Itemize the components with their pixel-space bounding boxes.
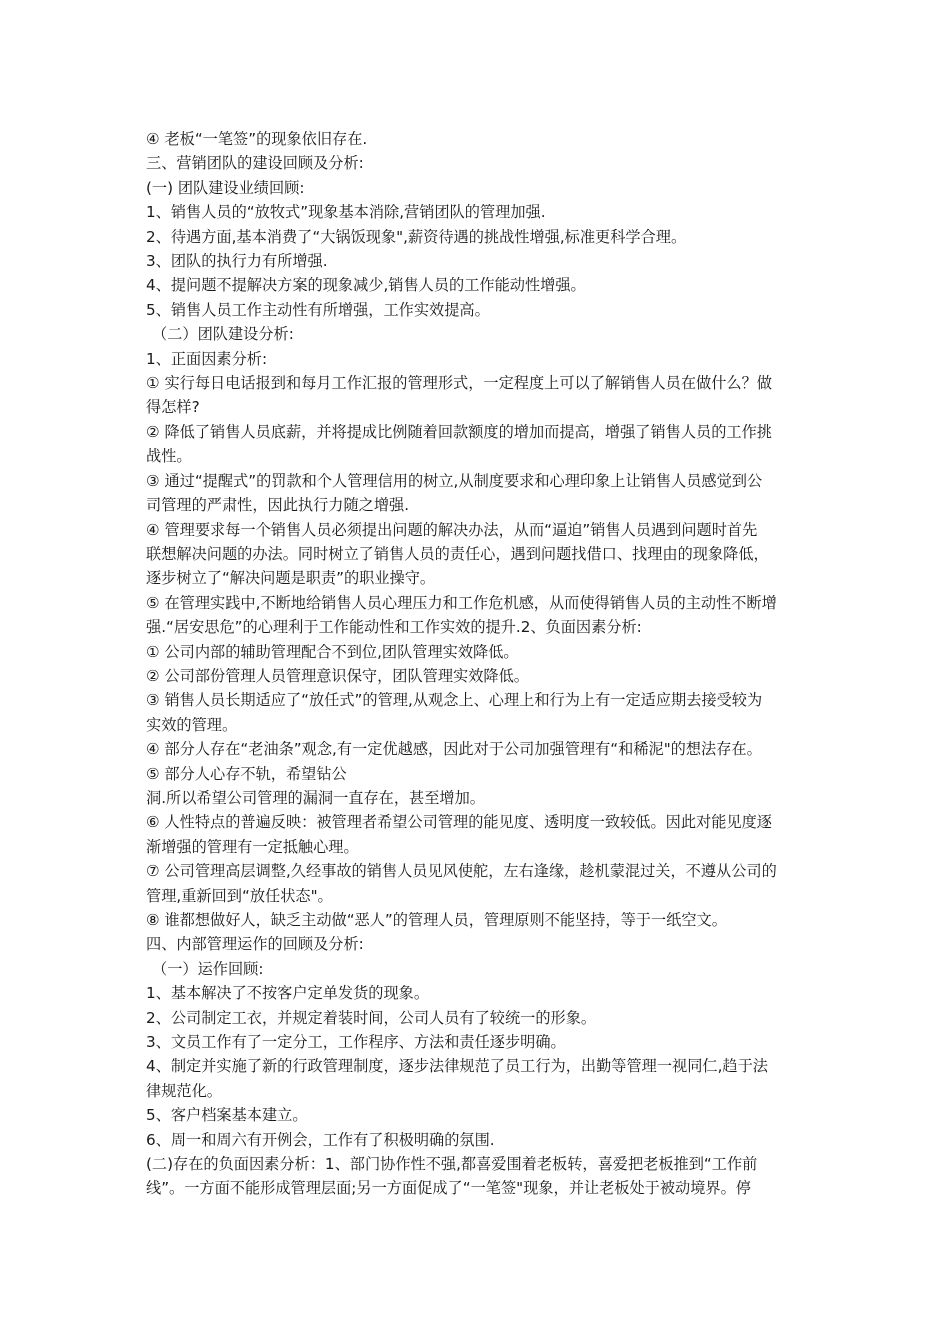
text-line: 实效的管理。 xyxy=(146,715,238,734)
text-line: 司管理的严肃性，因此执行力随之增强. xyxy=(146,496,410,515)
text-line: 3、团队的执行力有所增强. xyxy=(146,252,328,271)
text-line: 2、公司制定工衣，并规定着装时间，公司人员有了较统一的形象。 xyxy=(146,1008,597,1027)
text-line: ③ 销售人员长期适应了“放任式”的管理,从观念上、心理上和行为上有一定适应期去接受较为 xyxy=(146,691,763,710)
text-line: 律规范化。 xyxy=(146,1081,222,1100)
text-line: 4、提问题不提解决方案的现象减少,销售人员的工作能动性增强。 xyxy=(146,276,586,295)
text-line: ② 降低了销售人员底薪，并将提成比例随着回款额度的增加而提高，增强了销售人员的工作挑 xyxy=(146,422,772,441)
text-line: 战性。 xyxy=(146,447,192,466)
text-line: 得怎样? xyxy=(146,398,200,417)
section-heading: 四、内部管理运作的回顾及分析: xyxy=(146,935,364,954)
text-line: ⑤ 部分人心存不轨，希望钻公 xyxy=(146,764,347,783)
document-body xyxy=(146,127,806,1201)
text-line: ⑦ 公司管理高层调整,久经事故的销售人员见风使舵，左右逢缘，趁机蒙混过关，不遵从公司的 xyxy=(146,862,777,881)
text-line: 1、正面因素分析: xyxy=(146,349,268,368)
text-line: ⑤ 在管理实践中,不断地给销售人员心理压力和工作危机感，从而使得销售人员的主动性不断增 xyxy=(146,593,777,612)
text-line: ① 公司内部的辅助管理配合不到位,团队管理实效降低。 xyxy=(146,642,519,661)
text-line: 5、客户档案基本建立。 xyxy=(146,1106,308,1125)
text-line: 联想解决问题的办法。同时树立了销售人员的责任心，遇到问题找借口、找理由的现象降低， xyxy=(146,544,769,563)
text-line: 1、销售人员的“放牧式”现象基本消除,营销团队的管理加强. xyxy=(146,203,546,222)
text-line: 逐步树立了“解决问题是职责”的职业操守。 xyxy=(146,569,436,588)
text-line: 强.“居安思危”的心理利于工作能动性和工作实效的提升.2、负面因素分析: xyxy=(146,618,642,637)
text-line: 4、制定并实施了新的行政管理制度，逐步法律规范了员工行为，出勤等管理一视同仁,趋于法 xyxy=(146,1057,768,1076)
text-line: ④ 部分人存在“老油条”观念,有一定优越感，因此对于公司加强管理有“和稀泥"的想法存在。 xyxy=(146,740,762,759)
text-line: 3、文员工作有了一定分工，工作程序、方法和责任逐步明确。 xyxy=(146,1033,566,1052)
text-line: 管理,重新回到“放任状态"。 xyxy=(146,886,333,905)
subsection-heading: (一) 团队建设业绩回顾: xyxy=(146,178,305,197)
text-line: 5、销售人员工作主动性有所增强，工作实效提高。 xyxy=(146,300,490,319)
text-line: (二)存在的负面因素分析：1、部门协作性不强,都喜爱围着老板转，喜爱把老板推到“工作前 xyxy=(146,1155,758,1174)
text-line: ⑧ 谁都想做好人，缺乏主动做“恶人”的管理人员，管理原则不能坚持，等于一纸空文。 xyxy=(146,911,727,929)
text-line: ③ 通过“提醒式”的罚款和个人管理信用的树立,从制度要求和心理印象上让销售人员感觉到公 xyxy=(146,471,763,490)
text-line: ② 公司部份管理人员管理意识保守，团队管理实效降低。 xyxy=(146,666,529,685)
text-line: ⑥ 人性特点的普遍反映：被管理者希望公司管理的能见度、透明度一致较低。因此对能见度逐 xyxy=(146,813,772,832)
text-line: ④ 老板“一笔签”的现象依旧存在. xyxy=(146,130,368,148)
subsection-heading: （二）团队建设分析: xyxy=(152,325,294,344)
text-line: ④ 管理要求每一个销售人员必须提出问题的解决办法，从而“逼迫”销售人员遇到问题时首先 xyxy=(146,520,758,539)
text-line: 6、周一和周六有开例会，工作有了积极明确的氛围. xyxy=(146,1130,495,1149)
text-line: 渐增强的管理有一定抵触心理。 xyxy=(146,837,359,856)
text-line: 线”。一方面不能形成管理层面;另一方面促成了“一笔签"现象，并让老板处于被动境界。停 xyxy=(146,1179,751,1198)
section-heading: 三、营销团队的建设回顾及分析: xyxy=(146,154,364,173)
text-line: ① 实行每日电话报到和每月工作汇报的管理形式，一定程度上可以了解销售人员在做什么？做 xyxy=(146,374,772,393)
text-line: 洞.所以希望公司管理的漏洞一直存在，甚至增加。 xyxy=(146,788,485,807)
text-line: 1、基本解决了不按客户定单发货的现象。 xyxy=(146,984,430,1003)
text-line: 2、待遇方面,基本消费了“大锅饭现象",薪资待遇的挑战性增强,标准更科学合理。 xyxy=(146,227,687,246)
subsection-heading: （一）运作回顾: xyxy=(152,959,264,978)
